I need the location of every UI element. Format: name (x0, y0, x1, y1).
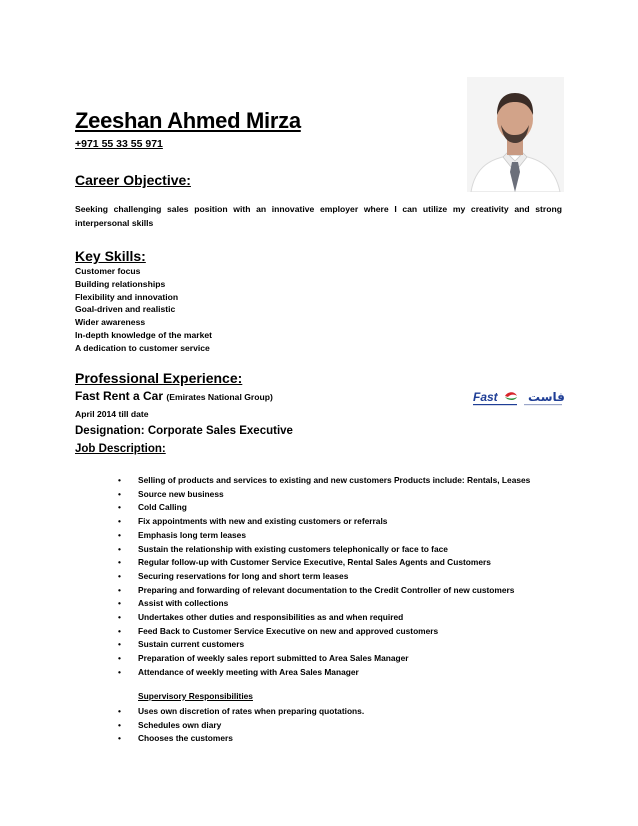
list-item: • Chooses the customers (118, 732, 364, 746)
list-item: • Uses own discretion of rates when preparing quotations. (118, 705, 364, 719)
list-item: • Securing reservations for long and short term leases (118, 570, 530, 584)
key-skills-list (75, 265, 212, 355)
supervisory-heading: Supervisory Responsibilities (138, 691, 253, 701)
job-description-heading: Job Description: (75, 443, 166, 455)
list-item: • Attendance of weekly meeting with Area Sales Manager (118, 666, 530, 680)
person-silhouette-icon (467, 77, 564, 192)
company-group: (Emirates National Group) (166, 392, 273, 402)
company-logo (472, 388, 564, 408)
list-item: • Preparation of weekly sales report submitted to Area Sales Manager (118, 652, 530, 666)
logo-latin-text: Fast (473, 390, 498, 404)
job-duties-list (118, 474, 530, 680)
list-item: • Fix appointments with new and existing customers or referrals (118, 515, 530, 529)
list-item: • Preparing and forwarding of relevant documentation to the Credit Controller of new customers (118, 584, 530, 598)
list-item: • Cold Calling (118, 501, 530, 515)
list-item: • Regular follow-up with Customer Service Executive, Rental Sales Agents and Customers (118, 556, 530, 570)
key-skills-heading: Key Skills: (75, 248, 146, 264)
skill-item: Building relationships (75, 278, 166, 289)
candidate-name: Zeeshan Ahmed Mirza (75, 108, 301, 133)
company-name: Fast Rent a Car (75, 389, 164, 403)
list-item: • Sustain current customers (118, 638, 530, 652)
skill-item: Goal-driven and realistic (75, 304, 176, 315)
list-item: • Emphasis long term leases (118, 529, 530, 543)
supervisory-list (118, 705, 364, 746)
logo-arabic-text: فاست (528, 390, 564, 404)
list-item: • Selling of products and services to existing and new customers Products include: Rentals, Leases (118, 474, 530, 488)
career-objective-heading: Career Objective: (75, 172, 191, 188)
list-item: • Undertakes other duties and responsibilities as and when required (118, 611, 530, 625)
skill-item: Wider awareness (75, 317, 146, 328)
skill-item: Customer focus (75, 266, 141, 276)
list-item: • Source new business (118, 488, 530, 502)
employment-dates: April 2014 till date (75, 409, 149, 419)
skill-item: Flexibility and innovation (75, 291, 179, 302)
phone-number[interactable]: +971 55 33 55 971 (75, 138, 163, 150)
fast-rent-a-car-logo-icon (472, 388, 564, 408)
list-item: • Assist with collections (118, 597, 530, 611)
designation: Designation: Corporate Sales Executive (75, 425, 293, 437)
list-item: • Feed Back to Customer Service Executive on new and approved customers (118, 625, 530, 639)
career-objective-text: Seeking challenging sales position with an innovative employer where I can utilize my creativity and strong interpersonal skills (75, 204, 562, 228)
experience-heading: Professional Experience: (75, 370, 243, 386)
list-item: • Schedules own diary (118, 719, 364, 733)
profile-photo (467, 77, 564, 192)
company-line (75, 389, 273, 403)
list-item: • Sustain the relationship with existing customers telephonically or face to face (118, 543, 530, 557)
skill-item: In-depth knowledge of the market (75, 329, 213, 340)
skill-item: A dedication to customer service (75, 342, 210, 353)
